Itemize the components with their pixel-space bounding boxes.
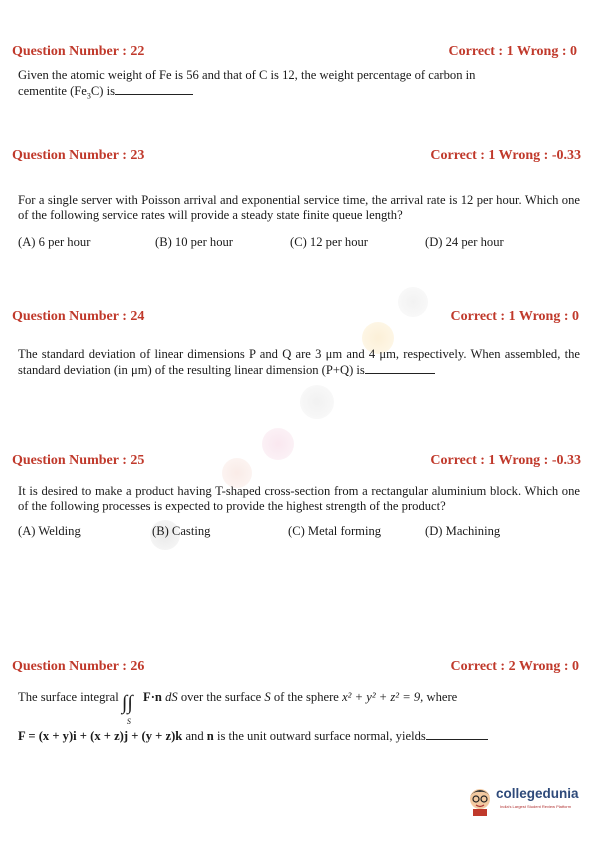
brand-tagline: India's Largest Student Review Platform [500,804,572,809]
integral-subscript: S [126,717,131,726]
field-definition-line [18,728,488,744]
answer-blank [426,728,488,740]
watermark-circle [300,385,334,419]
question-number: Question Number : 26 [12,659,145,674]
question-text-line: where [426,690,458,704]
question-text-line: of the sphere [273,690,339,704]
question-text: For a single server with Poisson arrival and exponential service time, the arrival rate is 12 per hour. Which one of the following service rates will provide a steady state finite queue length? [18,193,580,222]
question-text-body: The standard deviation of linear dimensions P and Q are 3 μm and 4 μm, respectively. When assembled, the standard deviation (in μm) of the resulting linear dimension (P+Q) is [18,347,580,377]
score-info: Correct : 1 Wrong : -0.33 [430,148,581,163]
watermark-circle [262,428,294,460]
subscript: 3 [86,91,91,101]
question-number: Question Number : 24 [12,309,145,324]
option-d: (D) 24 per hour [425,235,504,249]
mascot-icon [466,786,494,816]
answer-blank [115,83,193,95]
answer-blank [365,362,435,374]
brand-name: collegedunia [496,786,579,801]
score-info: Correct : 2 Wrong : 0 [450,659,579,674]
question-number: Question Number : 25 [12,453,145,468]
option-a: (A) 6 per hour [18,235,91,249]
option-b: (B) 10 per hour [155,235,233,249]
option-d: (D) Machining [425,524,501,538]
question-text-line: Given the atomic weight of Fe is 56 and that of C is 12, the weight percentage of carbon in [18,68,476,82]
option-c: (C) Metal forming [288,524,382,538]
surface-symbol: S [264,690,271,704]
brand-logo [470,784,590,824]
option-a: (A) Welding [18,524,81,538]
vector-field: F = (x + y)i + (x + z)j + (y + z)k [18,729,183,743]
integrand: F·n [143,690,162,704]
question-number: Question Number : 22 [12,44,145,59]
option-b: (B) Casting [152,524,211,538]
question-text-line: and [185,729,204,743]
watermark-circle [398,287,428,317]
score-info: Correct : 1 Wrong : -0.33 [430,453,581,468]
sphere-equation: x² + y² + z² = 9, [342,690,424,704]
question-text-line: C) is [90,84,116,98]
question-text: It is desired to make a product having T-shaped cross-section from a rectangular aluminium block. Which one of the following processes is expected to provide the highest strength of the product? [18,484,580,513]
question-text-line: over the surface [180,690,262,704]
integral-line: The surface integral ∫∫ S F·n dS over the surface S of the sphere x² + y² + z² = 9, where [18,690,458,726]
normal-vector: n [206,729,214,743]
differential: dS [165,690,178,704]
question-text-line: is the unit outward surface normal, yields [216,729,426,743]
question-number: Question Number : 23 [12,148,145,163]
score-info: Correct : 1 Wrong : 0 [450,309,579,324]
question-text [18,347,580,378]
question-text-line: cementite (Fe [18,84,87,98]
question-text-line: The surface integral [18,690,119,704]
score-info: Correct : 1 Wrong : 0 [448,44,577,59]
question-text [18,68,580,104]
option-c: (C) 12 per hour [290,235,368,249]
